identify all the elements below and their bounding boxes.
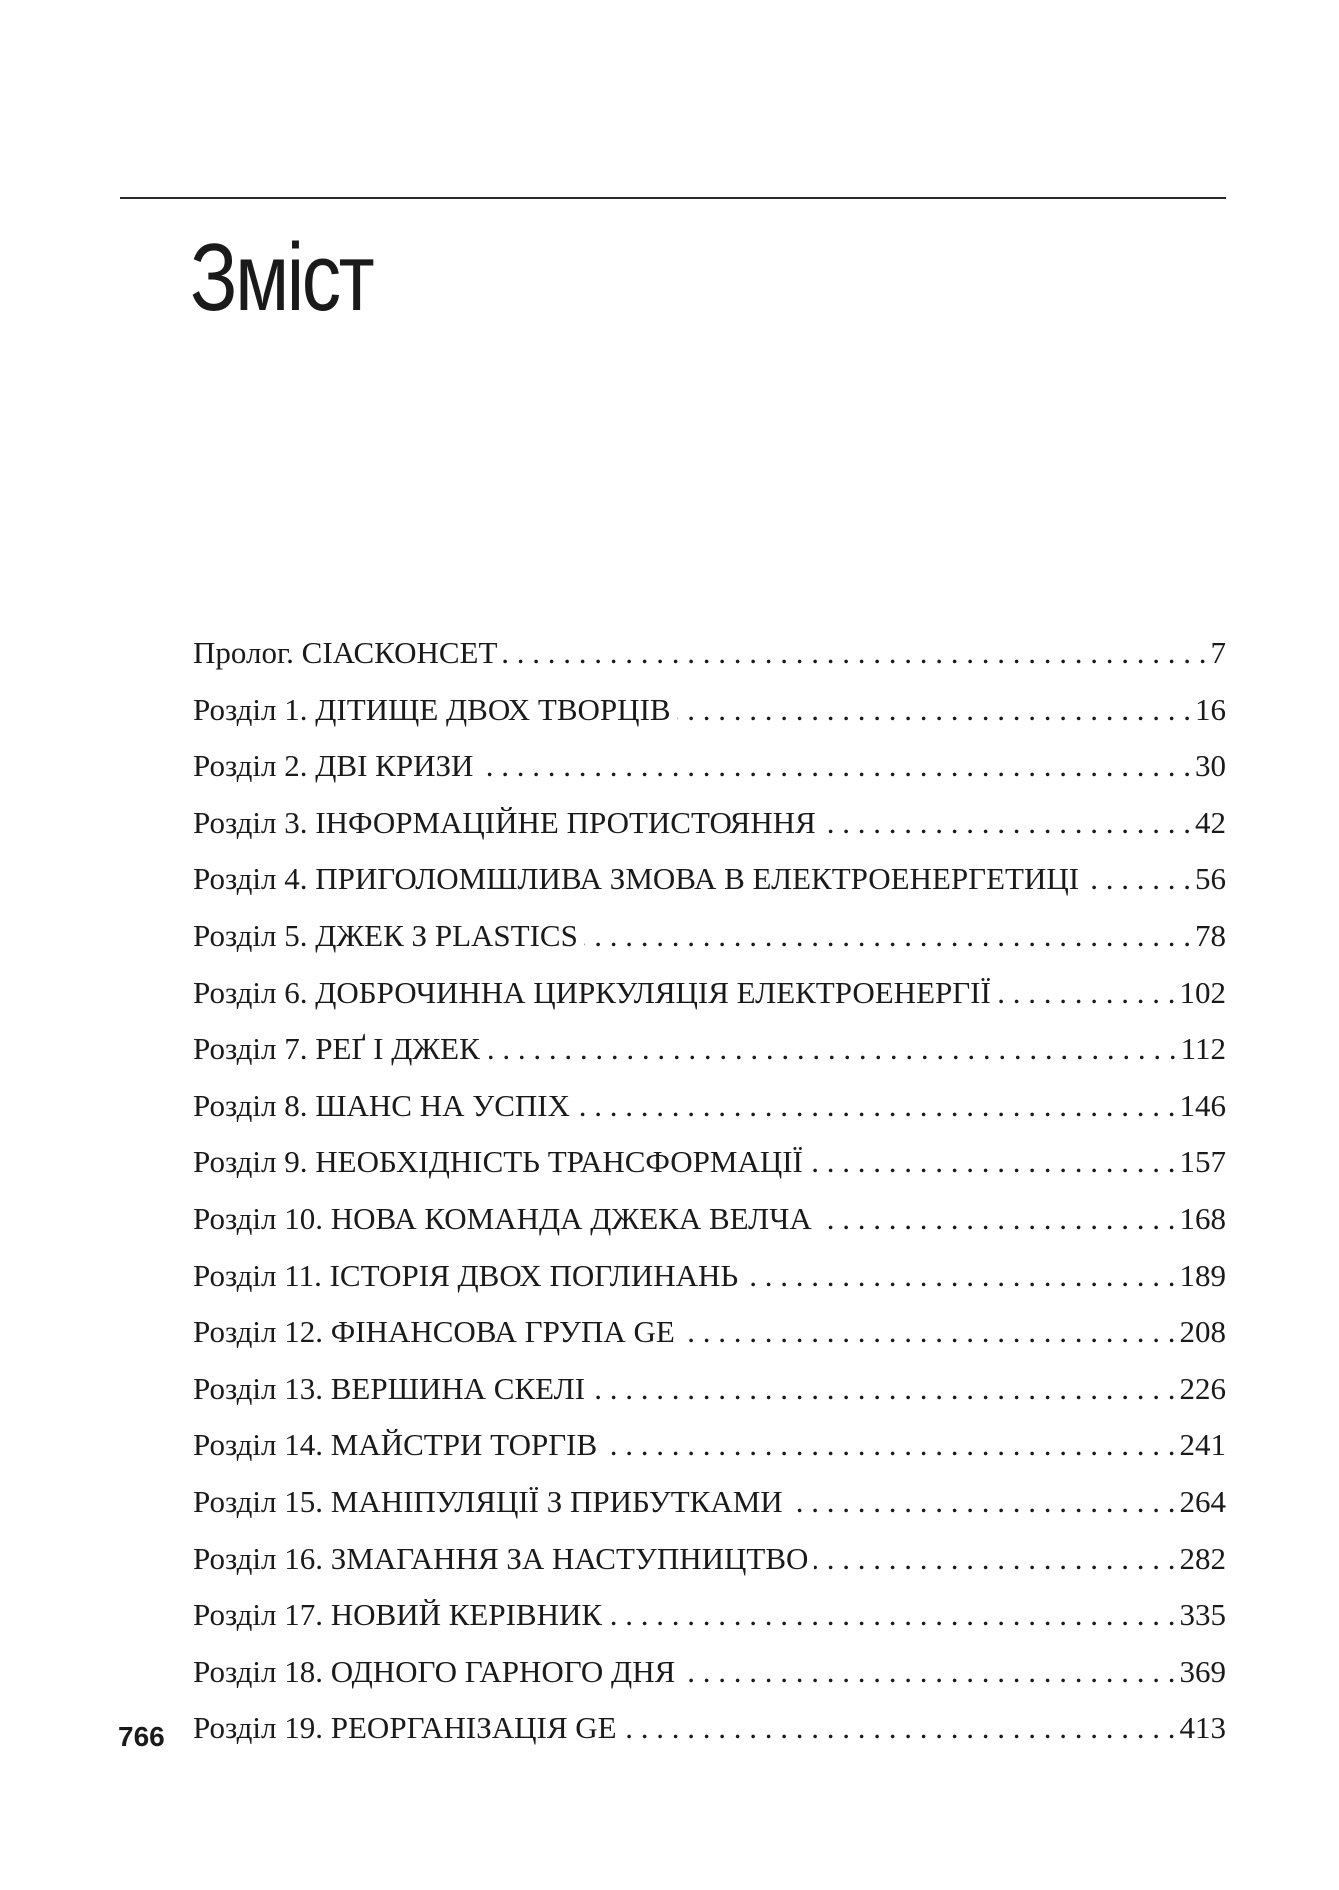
- toc-entry-chapter-4[interactable]: [193, 851, 1226, 908]
- toc-entry-chapter-14[interactable]: [193, 1417, 1226, 1474]
- toc-entry-page: 30: [1195, 748, 1226, 784]
- toc-entry-chapter-5[interactable]: [193, 908, 1226, 965]
- dot-leader: [809, 1134, 1176, 1191]
- header-rule: [120, 197, 1226, 199]
- toc-entry-title: Розділ 8. ШАНС НА УСПІХ: [193, 1087, 570, 1123]
- dot-leader: [1085, 851, 1191, 908]
- toc-entry-title: Розділ 11. ІСТОРІЯ ДВОХ ПОГЛИНАНЬ: [193, 1257, 739, 1293]
- toc-entry-chapter-19[interactable]: [193, 1700, 1226, 1757]
- toc-entry-chapter-12[interactable]: [193, 1304, 1226, 1361]
- toc-entry-prologue[interactable]: [193, 625, 1226, 682]
- toc-entry-page: 189: [1179, 1257, 1226, 1293]
- dot-leader: [681, 1304, 1176, 1361]
- dot-leader: [818, 1191, 1176, 1248]
- toc-entry-title: Розділ 1. ДІТИЩЕ ДВОХ ТВОРЦІВ: [193, 691, 671, 727]
- dot-leader: [603, 1417, 1175, 1474]
- dot-leader: [814, 1531, 1175, 1588]
- toc-entry-chapter-10[interactable]: [193, 1191, 1226, 1248]
- toc-entry-page: 102: [1179, 974, 1226, 1010]
- table-of-contents: [193, 625, 1226, 1757]
- toc-entry-page: 208: [1179, 1314, 1226, 1350]
- toc-entry-chapter-6[interactable]: [193, 965, 1226, 1022]
- dot-leader: [584, 908, 1191, 965]
- toc-entry-title: Розділ 14. МАЙСТРИ ТОРГІВ: [193, 1427, 598, 1463]
- toc-entry-title: Розділ 4. ПРИГОЛОМШЛИВА ЗМОВА В ЕЛЕКТРОЕНЕРГЕТИЦІ: [193, 861, 1080, 897]
- toc-entry-title: Розділ 9. НЕОБХІДНІСТЬ ТРАНСФОРМАЦІЇ: [193, 1144, 803, 1180]
- toc-entry-page: 42: [1195, 804, 1226, 840]
- toc-entry-chapter-8[interactable]: [193, 1078, 1226, 1135]
- toc-entry-title: Розділ 19. РЕОРГАНІЗАЦІЯ GE: [193, 1710, 617, 1746]
- toc-entry-page: 335: [1179, 1597, 1226, 1633]
- dot-leader: [576, 1078, 1176, 1135]
- toc-entry-title: Розділ 10. НОВА КОМАНДА ДЖЕКА ВЕЛЧА: [193, 1200, 812, 1236]
- dot-leader: [681, 1644, 1175, 1701]
- toc-entry-page: 413: [1179, 1710, 1226, 1746]
- toc-entry-page: 157: [1179, 1144, 1226, 1180]
- dot-leader: [789, 1474, 1176, 1531]
- toc-entry-page: 56: [1195, 861, 1226, 897]
- toc-entry-page: 282: [1179, 1540, 1226, 1576]
- toc-entry-page: 16: [1195, 691, 1226, 727]
- toc-entry-chapter-1[interactable]: [193, 682, 1226, 739]
- toc-entry-title: Розділ 12. ФІНАНСОВА ГРУПА GE: [193, 1314, 675, 1350]
- toc-entry-page: 7: [1210, 635, 1226, 670]
- dot-leader: [677, 682, 1191, 739]
- toc-entry-title: Розділ 13. ВЕРШИНА СКЕЛІ: [193, 1370, 586, 1406]
- toc-entry-title: Розділ 15. МАНІПУЛЯЦІЇ З ПРИБУТКАМИ: [193, 1483, 783, 1519]
- toc-entry-title: Розділ 6. ДОБРОЧИННА ЦИРКУЛЯЦІЯ ЕЛЕКТРОЕНЕРГІЇ: [193, 974, 991, 1010]
- dot-leader: [822, 795, 1191, 852]
- toc-entry-chapter-3[interactable]: [193, 795, 1226, 852]
- toc-entry-page: 264: [1179, 1483, 1226, 1519]
- toc-entry-chapter-17[interactable]: [193, 1587, 1226, 1644]
- toc-entry-title: Розділ 5. ДЖЕК З PLASTICS: [193, 917, 578, 953]
- toc-entry-page: 112: [1180, 1031, 1226, 1067]
- toc-entry-title: Розділ 7. РЕҐ І ДЖЕК: [193, 1031, 480, 1067]
- dot-leader: [479, 738, 1191, 795]
- toc-entry-title: Розділ 17. НОВИЙ КЕРІВНИК: [193, 1597, 603, 1633]
- dot-leader: [486, 1021, 1177, 1078]
- page-number: 766: [118, 1721, 165, 1752]
- toc-entry-page: 78: [1195, 917, 1226, 953]
- page-title: Зміст: [190, 224, 373, 331]
- toc-entry-page: 146: [1179, 1087, 1226, 1123]
- toc-entry-chapter-2[interactable]: [193, 738, 1226, 795]
- toc-entry-title: Розділ 3. ІНФОРМАЦІЙНЕ ПРОТИСТОЯННЯ: [193, 804, 816, 840]
- dot-leader: [997, 965, 1176, 1022]
- toc-entry-title: Пролог. СІАСКОНСЕТ: [193, 635, 498, 670]
- toc-entry-chapter-11[interactable]: [193, 1248, 1226, 1305]
- toc-entry-title: Розділ 16. ЗМАГАННЯ ЗА НАСТУПНИЦТВО: [193, 1540, 809, 1576]
- toc-entry-page: 241: [1179, 1427, 1226, 1463]
- toc-entry-title: Розділ 18. ОДНОГО ГАРНОГО ДНЯ: [193, 1653, 676, 1689]
- dot-leader: [608, 1587, 1175, 1644]
- toc-entry-page: 168: [1179, 1200, 1226, 1236]
- toc-entry-page: 226: [1179, 1370, 1226, 1406]
- dot-leader: [623, 1700, 1176, 1757]
- toc-entry-title: Розділ 2. ДВІ КРИЗИ: [193, 748, 474, 784]
- dot-leader: [503, 625, 1206, 682]
- dot-leader: [591, 1361, 1175, 1418]
- toc-entry-page: 369: [1179, 1653, 1226, 1689]
- dot-leader: [744, 1248, 1175, 1305]
- toc-entry-chapter-15[interactable]: [193, 1474, 1226, 1531]
- toc-entry-chapter-16[interactable]: [193, 1531, 1226, 1588]
- toc-entry-chapter-9[interactable]: [193, 1134, 1226, 1191]
- toc-entry-chapter-18[interactable]: [193, 1644, 1226, 1701]
- toc-entry-chapter-7[interactable]: [193, 1021, 1226, 1078]
- toc-entry-chapter-13[interactable]: [193, 1361, 1226, 1418]
